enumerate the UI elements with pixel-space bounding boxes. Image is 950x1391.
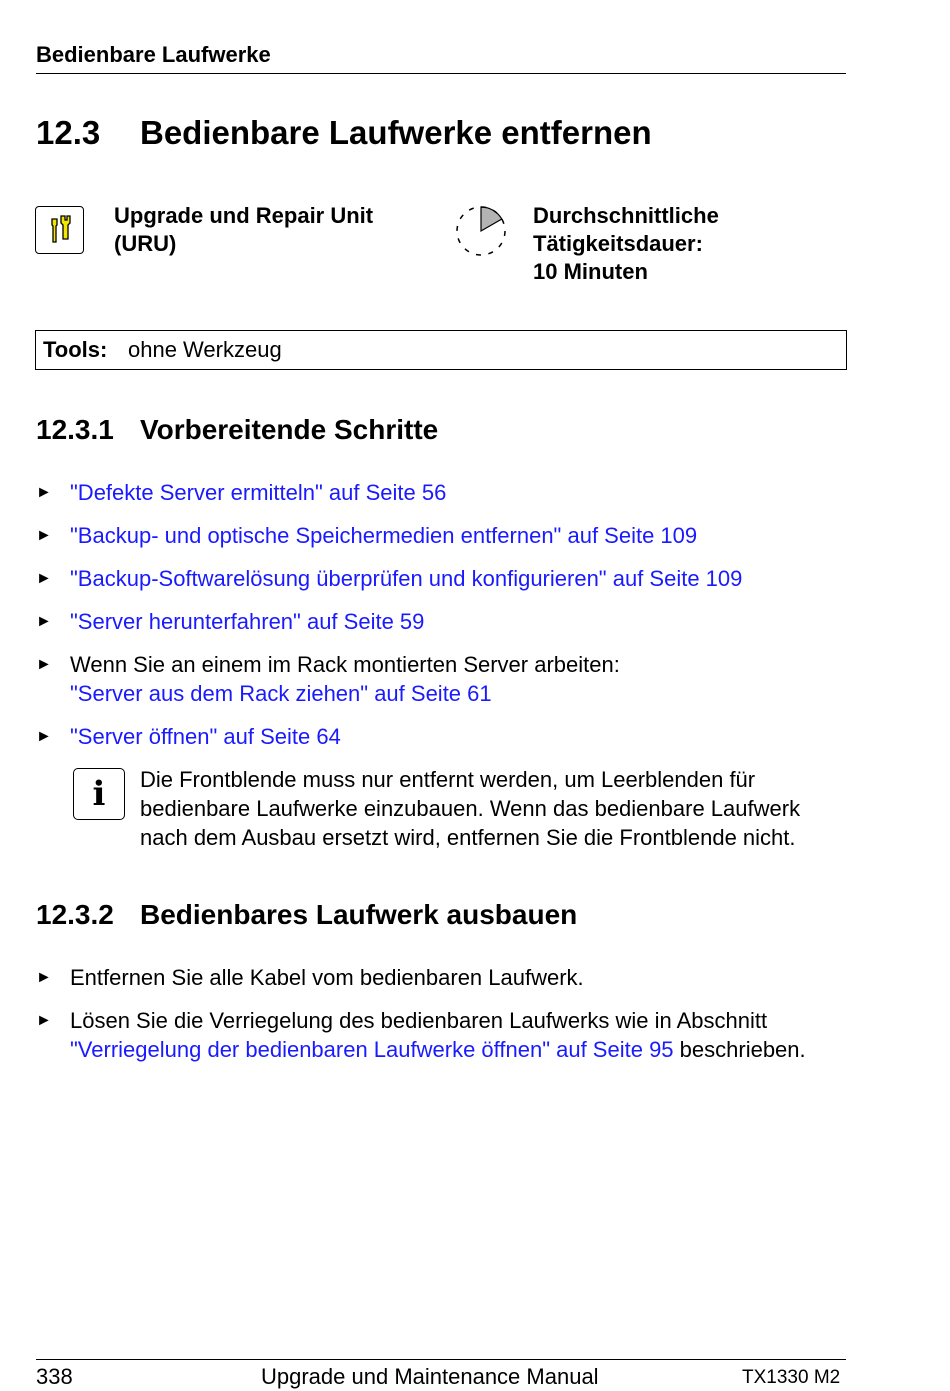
subsection-heading (36, 899, 577, 931)
section-title: Bedienbare Laufwerke entfernen (140, 114, 652, 151)
section-heading (36, 114, 652, 152)
link-server-oeffnen[interactable]: "Server öffnen" auf Seite 64 (70, 724, 341, 749)
bullet-icon: ► (36, 527, 52, 544)
bullet-icon: ► (36, 728, 52, 745)
duration-line-2: Tätigkeitsdauer: (533, 231, 703, 256)
link-defekte-server[interactable]: "Defekte Server ermitteln" auf Seite 56 (70, 480, 447, 505)
tools-icon (35, 206, 84, 254)
subsection-title: Vorbereitende Schritte (140, 414, 439, 445)
page-number: 338 (36, 1364, 73, 1389)
info-note (140, 765, 800, 852)
tools-label: Tools: (43, 337, 108, 362)
subsection-title: Bedienbares Laufwerk ausbauen (140, 899, 578, 930)
unit-type (114, 202, 373, 258)
bullet-icon: ► (36, 570, 52, 587)
duration-value: 10 Minuten (533, 259, 648, 284)
list-item-text: Wenn Sie an einem im Rack montierten Server arbeiten: (70, 652, 620, 677)
list-item-text: Lösen Sie die Verriegelung des bedienbaren Laufwerks wie in Abschnitt (70, 1008, 768, 1033)
clock-icon (455, 205, 507, 257)
link-backup-software[interactable]: "Backup-Softwarelösung überprüfen und konfigurieren" auf Seite 109 (70, 566, 743, 591)
bullet-icon: ► (36, 1012, 52, 1029)
subsection-number: 12.3.1 (36, 414, 114, 445)
duration (533, 202, 719, 286)
subsection-number: 12.3.2 (36, 899, 114, 930)
bullet-icon: ► (36, 484, 52, 501)
info-icon: i (73, 768, 125, 820)
link-verriegelung[interactable]: "Verriegelung der bedienbaren Laufwerke öffnen" auf Seite 95 (70, 1037, 674, 1062)
note-line-1: Die Frontblende muss nur entfernt werden, um Leerblenden für (140, 767, 756, 792)
list-item-text: Entfernen Sie alle Kabel vom bedienbaren Laufwerk. (70, 965, 584, 990)
unit-line-1: Upgrade und Repair Unit (114, 203, 374, 228)
product-name: TX1330 M2 (742, 1367, 841, 1388)
tools-value: ohne Werkzeug (128, 337, 282, 362)
subsection-heading (36, 414, 438, 446)
footer-divider (36, 1359, 846, 1360)
link-server-herunterfahren[interactable]: "Server herunterfahren" auf Seite 59 (70, 609, 425, 634)
list-item-suffix: beschrieben. (673, 1037, 806, 1062)
link-backup-medien[interactable]: "Backup- und optische Speichermedien entfernen" auf Seite 109 (70, 523, 698, 548)
link-rack-ziehen[interactable]: "Server aus dem Rack ziehen" auf Seite 61 (70, 681, 492, 706)
header-divider (36, 73, 846, 74)
note-line-3: nach dem Ausbau ersetzt wird, entfernen Sie die Frontblende nicht. (140, 825, 796, 850)
bullet-icon: ► (36, 613, 52, 630)
running-header: Bedienbare Laufwerke (36, 42, 271, 67)
bullet-icon: ► (36, 969, 52, 986)
duration-line-1: Durchschnittliche (533, 203, 719, 228)
bullet-icon: ► (36, 656, 52, 673)
note-line-2: bedienbare Laufwerke einzubauen. Wenn das bedienbare Laufwerk (140, 796, 801, 821)
unit-line-2: (URU) (114, 231, 177, 256)
section-number: 12.3 (36, 114, 101, 151)
manual-title: Upgrade und Maintenance Manual (261, 1364, 599, 1389)
list-item-continuation (70, 1035, 806, 1064)
